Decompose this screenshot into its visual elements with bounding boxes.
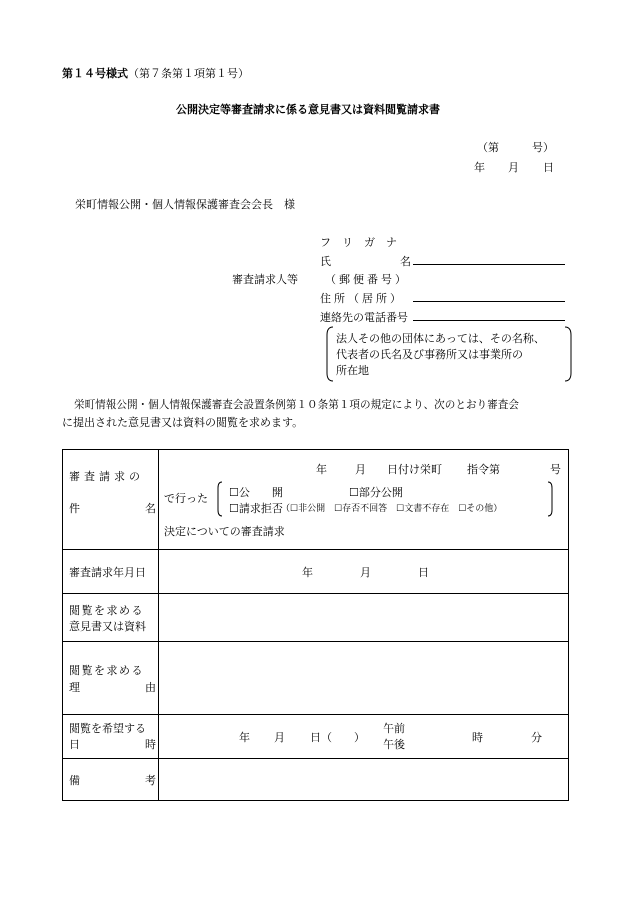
phone-label: 連絡先の電話番号	[320, 311, 408, 324]
documents-label-cell	[63, 594, 159, 642]
date-month: 月	[508, 161, 519, 174]
case-label-cell	[63, 450, 159, 550]
desired-date-row	[63, 715, 569, 759]
corp-note-line1: 法人その他の団体にあっては、その名称、	[336, 332, 545, 345]
date-year: 年	[474, 161, 485, 174]
request-table	[62, 449, 569, 801]
case-row	[63, 450, 569, 550]
addressee: 栄町情報公開・個人情報保護審査会会長 様	[75, 198, 295, 211]
case-label-line1: 審査請求の	[69, 470, 144, 483]
corp-note-line3: 所在地	[336, 364, 369, 377]
desired-date-label-line1: 閲覧を希望する	[69, 722, 146, 735]
desired-pm[interactable]: 午後	[383, 738, 405, 751]
option-open[interactable]: ☐公 開	[229, 486, 283, 499]
reason-value-cell[interactable]	[159, 642, 569, 715]
desired-minute: 分	[531, 731, 542, 744]
documents-label-line1: 閲覧を求める	[69, 604, 144, 617]
request-date-year: 年	[302, 566, 313, 579]
desired-day: 日（ ）	[310, 731, 365, 744]
form-number: 第１４号様式	[62, 67, 128, 80]
desired-date-label-cell	[63, 715, 159, 759]
postal-label: （郵便番号）	[325, 273, 409, 286]
desired-month: 月	[274, 731, 285, 744]
body-text-line1: 栄町情報公開・個人情報保護審査会設置条例第１０条第１項の規定により、次のとおり審査会	[74, 399, 519, 411]
reason-row	[63, 642, 569, 715]
furigana-label: フ リ ガ ナ	[320, 236, 397, 249]
case-did: で行った	[164, 492, 208, 505]
case-label-a: 件	[69, 502, 80, 515]
reason-label-b: 由	[145, 681, 156, 694]
name-label-1: 氏	[320, 255, 331, 268]
request-date-label-cell	[63, 550, 159, 594]
form-ref: （第７条第１項第１号）	[128, 67, 249, 80]
option-refuse[interactable]: ☐請求拒否	[229, 502, 283, 515]
phone-field[interactable]	[413, 320, 565, 321]
remarks-row	[63, 759, 569, 801]
desired-hour: 時	[472, 731, 483, 744]
remarks-label-a: 備	[69, 774, 80, 787]
desired-date-label-a: 日	[69, 738, 80, 751]
reason-label-cell	[63, 642, 159, 715]
requester-group-label: 審査請求人等	[232, 273, 298, 286]
body-text-line2: に提出された意見書又は資料の閲覧を求めます。	[62, 416, 304, 429]
documents-label-line2: 意見書又は資料	[69, 620, 146, 633]
reason-label-a: 理	[69, 681, 80, 694]
request-date-row	[63, 550, 569, 594]
case-dated: 日付け栄町	[387, 463, 442, 476]
date-day: 日	[543, 161, 554, 174]
address-field[interactable]	[413, 301, 565, 302]
reason-label-line1: 閲覧を求める	[69, 664, 144, 677]
case-directive: 指令第	[467, 463, 500, 476]
case-label-b: 名	[145, 502, 156, 515]
desired-date-label-b: 時	[145, 738, 156, 751]
option-partial[interactable]: ☐部分公開	[349, 486, 403, 499]
documents-row	[63, 594, 569, 642]
address-label: 住所（居所）	[320, 292, 404, 305]
desired-year: 年	[239, 731, 250, 744]
case-number: 号	[550, 463, 561, 476]
name-field[interactable]	[413, 264, 565, 265]
request-date-day: 日	[418, 566, 429, 579]
request-date-label: 審査請求年月日	[69, 566, 146, 579]
form-number-line	[62, 65, 249, 81]
case-year: 年	[316, 463, 327, 476]
desired-am[interactable]: 午前	[383, 722, 405, 735]
request-date-month: 月	[360, 566, 371, 579]
name-label-2: 名	[400, 255, 411, 268]
desired-date-value-cell[interactable]	[159, 715, 569, 759]
remarks-value-cell[interactable]	[159, 759, 569, 801]
request-date-value-cell[interactable]	[159, 550, 569, 594]
page-title: 公開決定等審査請求に係る意見書又は資料閲覧請求書	[176, 103, 440, 116]
case-month: 月	[355, 463, 366, 476]
option-refuse-sub[interactable]: （☐非公開 ☐存否不回答 ☐文書不存在 ☐その他）	[281, 504, 503, 514]
remarks-label-cell	[63, 759, 159, 801]
corp-note-line2: 代表者の氏名及び事務所又は事業所の	[336, 348, 523, 361]
remarks-label-b: 考	[145, 774, 156, 787]
documents-value-cell[interactable]	[159, 594, 569, 642]
case-value-cell[interactable]	[159, 450, 569, 550]
doc-number: （第 号）	[477, 141, 554, 154]
case-decision: 決定についての審査請求	[164, 525, 285, 538]
